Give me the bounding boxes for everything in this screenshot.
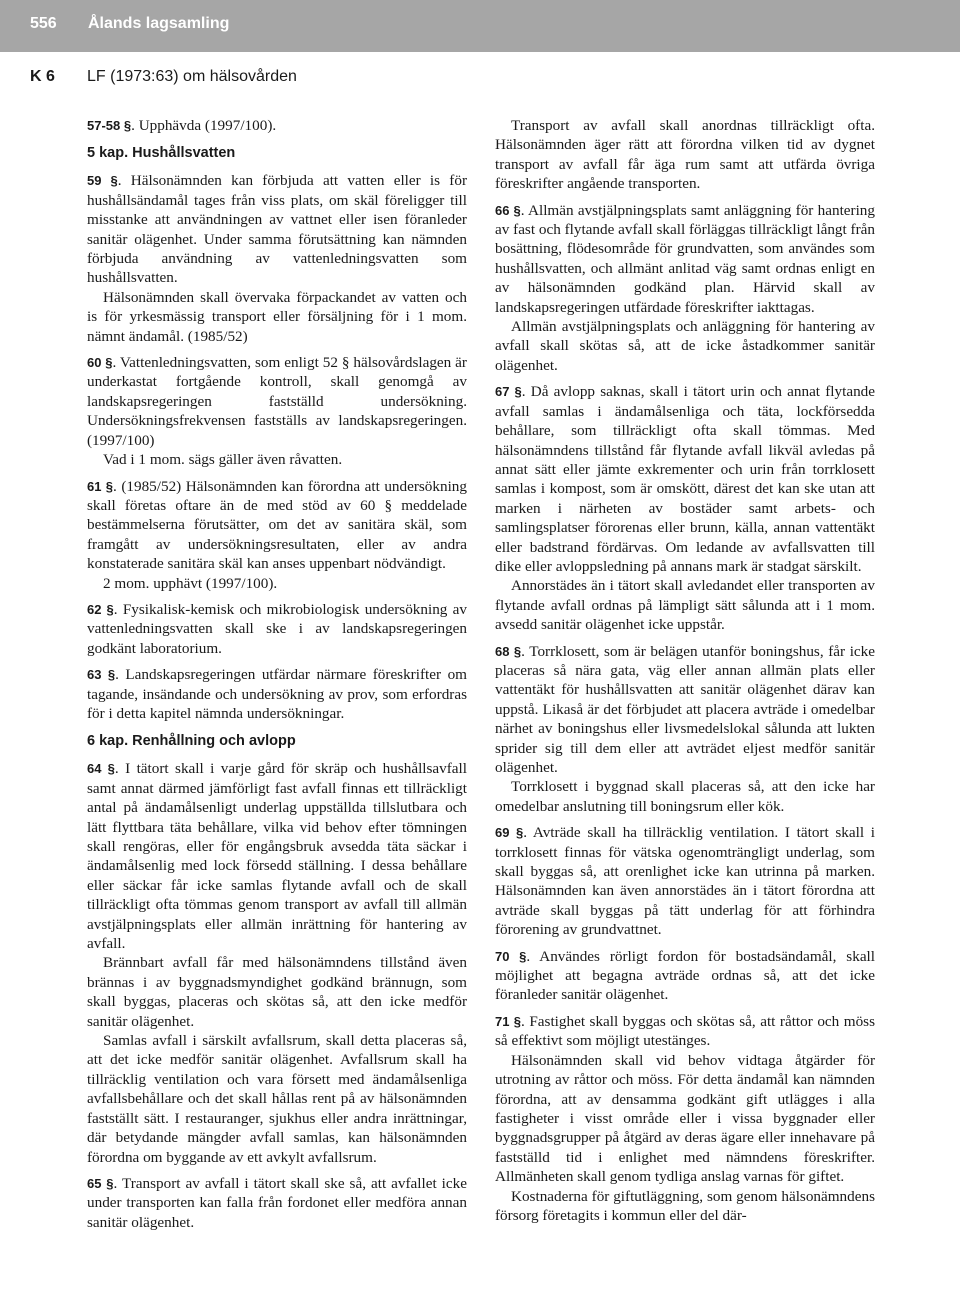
- section-number: 57-58 §: [87, 118, 132, 133]
- section-number: 64 §: [87, 761, 115, 777]
- paragraph-text: . Fastighet skall byggas och skötas så, att råttor och möss så effektivt som möjligt utestänges.: [495, 1012, 875, 1050]
- section-paragraph: [87, 1174, 467, 1232]
- section-number: 68 §: [495, 643, 522, 659]
- indented-paragraph: Brännbart avfall får med hälsonämndens tillstånd även brännas i av byggnadsmyndighet godkänd brännugn, som skall byggas, placeras och skötas så, att den icke medför sanitär olägenhet.: [87, 954, 467, 1030]
- paragraph-text: . Torrklosett, som är belägen utanför boningshus, får icke placeras så nära gata, väg eller annan allmän plats eller vattentäkt för hushållsvatten att sanitär olägenhet därav kan uppstå. Likaså är det förbjudet att placera avträde i omedelbar närhet av boningshus eller livsmedelslokal sålunda att lukten sprider sig till dem eller att avträdet eljest medför sanitär olägenhet.: [495, 642, 875, 776]
- section-paragraph: [87, 759, 467, 953]
- section-paragraph: [87, 116, 467, 135]
- paragraph-text: . Avträde skall ha tillräcklig ventilation. I tätort skall i torrklosett finnas för vätska ogenomträngligt underlag, som skall byggas så, att orenlighet icke kan utrinna på marken. Hälsonämnden kan även annorstädes än i tätort förordna att avträde skall byggas på tätt underlag för att förhindra förorening av grundvattnet.: [495, 824, 875, 939]
- chapter-heading: 6 kap. Renhållning och avlopp: [87, 733, 296, 750]
- section-paragraph: [87, 477, 467, 574]
- paragraph-text: . Hälsonämnden kan förbjuda att vatten eller is för hushållsändamål tages från viss plats, om skäl föreligger till misstanke att användningen av vattnet eller isen föranleder sanitär olägenhet. Under samma förutsättning kan nämnden förbjuda användning av vattenledningsvatten som hushållsvatten.: [87, 172, 467, 287]
- section-number: 69 §: [495, 825, 524, 841]
- indented-paragraph: Samlas avfall i särskilt avfallsrum, skall detta placeras så, att det icke medför sanitär olägenhet. Avfallsrum skall ha tillräcklig ventilation och vara försett med ändamålsenliga avfallsbehållare och det skall hållas rent på av hälsonämnden fastställt sätt. I restauranger, sjukhus eller andra inrättningar, där betydande mängder avfall samlas, kan hälsonämnden förordna om byggande av ett avkylt avfallsrum.: [87, 1032, 467, 1166]
- indented-paragraph: Allmän avstjälpningsplats och anläggning för hantering av avfall skall skötas så, att de icke åstadkommer sanitär olägenhet.: [495, 318, 875, 374]
- section-number: 63 §: [87, 667, 116, 683]
- paragraph-text: . Allmän avstjälpningsplats samt anläggning för hantering av fast och flytande avfall skall förläggas tillräckligt långt från bosättning, flödesområde för grundvatten, som användes som hushållsvatten, och allmänt anlitad väg samt ordnas enligt en av hälsonämnden godkänd plan. Härvid skall av landskapsregeringen utfärdade föreskrifter iakttagas.: [495, 201, 875, 316]
- paragraph-text: . Vattenledningsvatten, som enligt 52 § hälsovårdslagen är underkastat fortgående kontroll, skall genomgå av landskapsregeringen fastställd undersökning. Undersökningsfrekvensen fastställs av landskapsregeringen. (1997/100): [87, 354, 467, 449]
- section-paragraph: [495, 1012, 875, 1051]
- section-paragraph: [495, 947, 875, 1005]
- section-code: K 6: [30, 68, 55, 85]
- paragraph-text: . I tätort skall i varje gård för skräp och hushållsavfall samt annat därmed jämförligt fast avfall finnas ett tillräckligt antal på ändamålsenligt underlag uppställda tillslutbara och lätt flyttbara täta behållare, vilka vid behov efter tömningen skall rengöras, eller för engångsbruk avsedda täta säckar i ändamålsenlig med lock försedd ställning. I dessa behållare eller säckar får icke samlas flytande avfall och de skall tillräckligt ofta tömmas genom transport av avfall till allmän avstjälpningsplats eller allmän inrättning för hantering av avfall.: [87, 760, 467, 953]
- section-paragraph: [495, 642, 875, 778]
- section-paragraph: [87, 171, 467, 287]
- right-column: [495, 116, 875, 1225]
- section-number: 66 §: [495, 202, 521, 218]
- indented-paragraph: Annorstädes än i tätort skall avledandet eller transporten av flytande avfall ordnas på lämpligt sätt sålunda att i 1 mom. avsedd sanitär olägenhet icke uppstår.: [495, 577, 875, 634]
- page-header-bar: [0, 0, 960, 52]
- section-number: 70 §: [495, 948, 527, 964]
- section-paragraph: [495, 201, 875, 317]
- section-number: 65 §: [87, 1175, 114, 1191]
- indented-paragraph: Kostnaderna för giftutläggning, som genom hälsonämndens försorg företagits i kommun eller del där-: [495, 1187, 875, 1224]
- paragraph-text: . (1985/52) Hälsonämnden kan förordna att undersökning skall företas oftare än de med stöd av 60 § meddelade bestämmelserna förutsätter, om det av sanitära skäl, som framgått av undersökningsresultaten, eller av andra konstaterade sanitära skäl kan anses uppenbart nödvändigt.: [87, 477, 467, 573]
- indented-paragraph: Hälsonämnden skall övervaka förpackandet av vatten och is för yrkesmässig transport eller försäljning för i 1 mom. nämnt ändamål. (1985/52): [87, 288, 467, 345]
- section-number: 71 §: [495, 1013, 522, 1029]
- indented-paragraph: Vad i 1 mom. sägs gäller även råvatten.: [103, 451, 343, 469]
- paragraph-text: . Då avlopp saknas, skall i tätort urin och annat flytande avfall samlas i ändamålsenliga och täta, lockförsedda behållare, som tillräckligt ofta skall tömmas. Med hälsonämndens tillstånd får flytande avfall likväl avledas på annat sätt eller jämte exkrementer och urin från torrklosett samlas i kompost, som är omskött, därest det kan ske utan att marken i närheten av bostäder samt arbets- och samlingsplatser förorenas eller brunn, källa, annan vattentäkt eller badstrand fördärvas. Om ledande av avfallsvatten till dike eller avloppsledning på annans mark är stadgat särskilt.: [495, 383, 876, 575]
- chapter-heading: 5 kap. Hushållsvatten: [87, 145, 236, 162]
- page-number: 556: [30, 15, 57, 32]
- paragraph-text: . Fysikalisk-kemisk och mikrobiologisk undersökning av vattenledningsvatten skall ske i av landskapsregeringen godkänt laboratorium.: [87, 600, 467, 657]
- paragraph-text: . Transport av avfall i tätort skall ske så, att avfallet icke under transporten kan falla från fordonet eller medföra annan sanitär olägenhet.: [87, 1174, 467, 1231]
- section-number: 61 §: [87, 478, 114, 494]
- section-paragraph: [87, 665, 467, 723]
- left-column: [87, 116, 467, 1232]
- law-title: LF (1973:63) om hälsovården: [87, 68, 297, 85]
- section-paragraph: [87, 600, 467, 658]
- indented-paragraph: Transport av avfall skall anordnas tillräckligt ofta. Hälsonämnden äger rätt att förordna vilken tid av dygnet transport av avfall får äga rum samt att utfärda övriga föreskrifter angående transporten.: [495, 117, 875, 193]
- section-paragraph: [495, 382, 875, 576]
- paragraph-text: . Upphävda (1997/100).: [131, 117, 277, 134]
- section-number: 60 §: [87, 355, 113, 371]
- law-header: [0, 66, 960, 90]
- publication-title: Ålands lagsamling: [88, 15, 230, 32]
- indented-paragraph: 2 mom. upphävt (1997/100).: [103, 574, 278, 592]
- section-number: 59 §: [87, 173, 118, 189]
- indented-paragraph: Hälsonämnden skall vid behov vidtaga åtgärder för utrotning av råttor och möss. För detta ändamål kan nämnden förordna, att av densamma godkänt gift utlägges i alla fastigheter i visst område eller i vissa byggnader eller byggnadsgrupper på åtgärd av deras ägare eller innehavare på fastställd tid i enlighet med nämndens föreskrifter. Allmänheten skall genom tydliga anslag varnas för giftet.: [495, 1051, 875, 1186]
- section-paragraph: [495, 823, 875, 939]
- section-number: 67 §: [495, 384, 522, 400]
- section-paragraph: [87, 353, 467, 450]
- paragraph-text: . Användes rörligt fordon för bostadsändamål, skall möjlighet att begagna avträde ordnas så, att det icke föranleder sanitär olägenhet.: [495, 947, 875, 1004]
- paragraph-text: . Landskapsregeringen utfärdar närmare föreskrifter om tagande, insändande och undersökning av prov, som erfordras för i detta kapitel nämnda undersökningar.: [87, 666, 467, 722]
- section-number: 62 §: [87, 601, 114, 617]
- indented-paragraph: Torrklosett i byggnad skall placeras så, att den icke har omedelbar anslutning till boningsrum eller kök.: [495, 778, 875, 815]
